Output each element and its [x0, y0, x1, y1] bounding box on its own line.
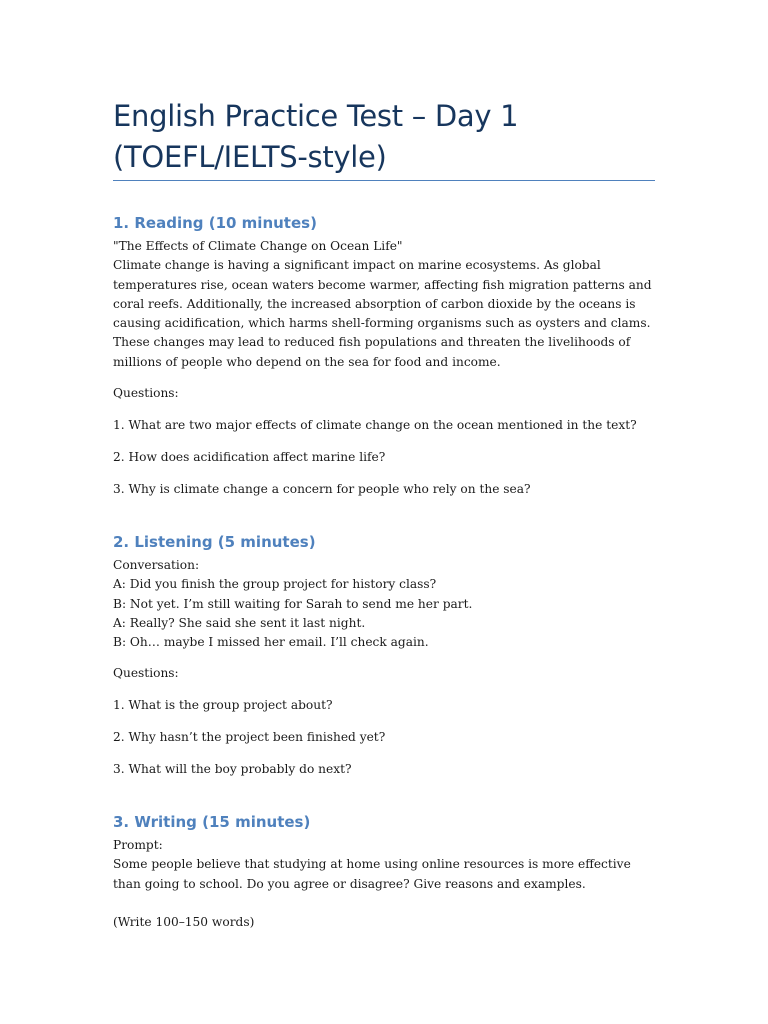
reading-section: [113, 213, 673, 233]
listening-questions-label: Questions:: [113, 666, 179, 680]
listening-question: 1. What is the group project about?: [113, 698, 333, 712]
reading-heading: 1. Reading (10 minutes): [113, 214, 317, 232]
listening-question: 3. What will the boy probably do next?: [113, 762, 352, 776]
reading-questions-label: Questions:: [113, 386, 179, 400]
word-count-note: (Write 100–150 words): [113, 915, 255, 929]
listening-question: 2. Why hasn’t the project been finished yet?: [113, 730, 386, 744]
conversation-label: Conversation:: [113, 558, 200, 572]
conversation-line: B: Not yet. I’m still waiting for Sarah to send me her part.: [113, 596, 473, 611]
listening-section: [113, 532, 673, 552]
conversation-line: A: Did you finish the group project for history class?: [113, 577, 437, 592]
listening-heading: 2. Listening (5 minutes): [113, 533, 316, 551]
writing-prompt-block: [113, 836, 643, 894]
conversation-block: [113, 556, 673, 652]
reading-question: 3. Why is climate change a concern for people who rely on the sea?: [113, 482, 531, 496]
writing-heading: 3. Writing (15 minutes): [113, 813, 311, 831]
writing-prompt: Some people believe that studying at home using online resources is more effective than going to school. Do you agree or disagree? Give reasons and examples.: [113, 857, 631, 891]
reading-question: 1. What are two major effects of climate change on the ocean mentioned in the text?: [113, 418, 637, 432]
document-title: English Practice Test – Day 1 (TOEFL/IELTS-style): [113, 99, 519, 174]
prompt-label: Prompt:: [113, 838, 163, 852]
conversation-line: B: Oh… maybe I missed her email. I’ll check again.: [113, 635, 429, 650]
conversation-line: A: Really? She said she sent it last night.: [113, 615, 366, 630]
reading-question: 2. How does acidification affect marine life?: [113, 450, 386, 464]
reading-passage-block: [113, 237, 658, 372]
title-underline: [113, 180, 655, 181]
passage-title: "The Effects of Climate Change on Ocean Life": [113, 239, 403, 253]
reading-passage: Climate change is having a significant impact on marine ecosystems. As global temperatures rise, ocean waters become warmer, affecting fish migration patterns and coral reefs. Additionally, the increased absorption of carbon dioxide by the oceans is causing acidification, which harms shell-forming organisms such as oysters and clams. These changes may lead to reduced fish populations and threaten the livelihoods of millions of people who depend on the sea for food and income.: [113, 258, 652, 369]
writing-section: [113, 812, 673, 832]
